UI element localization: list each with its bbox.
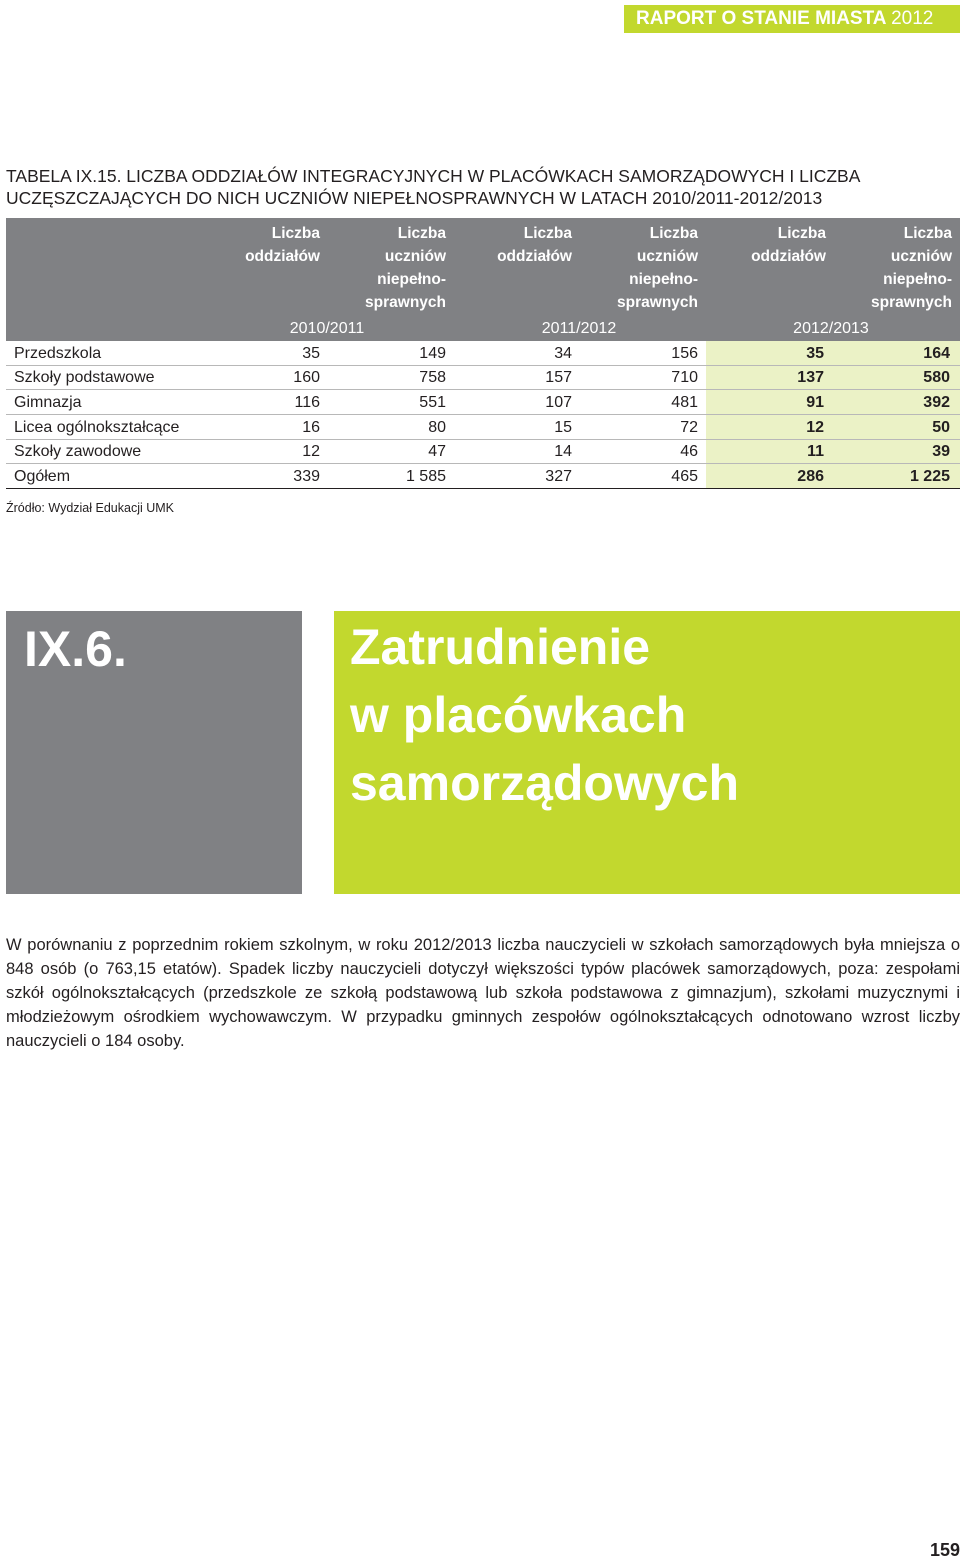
table-cell: 11 [807,443,824,460]
table-cell: 160 [293,369,320,386]
col-header-classes-2012: Liczba oddziałów [751,225,826,265]
table-cell: 710 [671,369,698,386]
table-cell: 14 [554,443,572,460]
table-cell: 164 [923,345,950,362]
table-cell: 80 [428,419,446,436]
table-source: Źródło: Wydział Edukacji UMK [6,501,174,515]
row-label: Szkoły zawodowe [14,443,142,460]
report-title: RAPORT O STANIE MIASTA [636,8,886,29]
table-cell: 12 [302,443,320,460]
year-label-2011: 2011/2012 [541,320,617,337]
table-cell: 149 [419,345,446,362]
table-cell: 1 585 [405,468,446,485]
report-year: 2012 [891,8,934,29]
table-header [6,218,960,341]
table-cell: 35 [302,345,320,362]
col-header-classes-2010: Liczba oddziałów [245,225,320,265]
row-label: Licea ogólnokształcące [14,419,180,436]
table-cell: 1 225 [909,468,950,485]
body-paragraph: W porównaniu z poprzednim rokiem szkolnym, w roku 2012/2013 liczba nauczycieli w szkołach samorządowych była mniejsza o 848 osób (o 763,15 etatów). Spadek liczby nauczycieli dotyczył większości typów placówek samorządowych, poza: zespołami szkół ogólnokształcących (przedszkole ze szkołą podstawową lub szkoła podstawowa z gimnazjum), szkołami muzycznymi i młodzieżowym ośrodkiem wychowawczym. W przypadku gminnych zespołów ogólnokształcących odnotowano wzrost liczby nauczycieli o 184 osoby. [6,936,960,1050]
table-cell: 46 [680,443,698,460]
table-row [6,366,960,390]
year-label-2010: 2010/2011 [289,320,365,337]
table-cell: 34 [554,345,572,362]
row-label: Ogółem [14,468,71,485]
table-cell: 465 [671,468,698,485]
row-label: Szkoły podstawowe [14,369,155,386]
table-cell: 137 [797,369,824,386]
table-cell: 157 [545,369,572,386]
section-title [334,611,960,894]
table-row [6,416,960,440]
table-cell: 12 [806,419,824,436]
table-row [6,440,960,464]
table-title: TABELA IX.15. LICZBA ODDZIAŁÓW INTEGRACYJNYCH W PLACÓWKACH SAMORZĄDOWYCH I LICZBA UCZĘSZCZAJĄCYCH DO NICH UCZNIÓW NIEPEŁNOSPRAWNYCH W LATACH 2010/2011-2012/2013 [6,166,860,208]
section-title-line: w placówkach [350,687,687,743]
section-title-line: samorządowych [350,755,740,811]
row-label: Przedszkola [14,345,102,362]
table-cell: 16 [302,419,320,436]
table-row [6,391,960,415]
table-cell: 47 [428,443,446,460]
table-cell: 580 [923,369,950,386]
col-header-students-2010: Liczba uczniów niepełno- sprawnych [365,225,446,311]
report-header [624,5,960,33]
table-cell: 39 [932,443,950,460]
table-cell: 156 [671,345,698,362]
table-cell: 15 [554,419,572,436]
row-label: Gimnazja [14,394,82,411]
table-cell: 116 [294,394,320,411]
table-cell: 72 [680,419,698,436]
col-header-students-2011: Liczba uczniów niepełno- sprawnych [617,225,698,311]
table-row [6,342,960,366]
col-header-students-2012: Liczba uczniów niepełno- sprawnych [871,225,952,311]
col-header-classes-2011: Liczba oddziałów [497,225,572,265]
table-row-total [6,465,960,489]
table-cell: 35 [806,345,824,362]
table-cell: 107 [545,394,572,411]
year-label-2012: 2012/2013 [793,320,869,337]
page-number: 159 [929,1540,960,1560]
table-cell: 286 [797,468,824,485]
table-cell: 91 [806,394,824,411]
table-cell: 327 [545,468,572,485]
table-cell: 50 [932,419,950,436]
section-title-line: Zatrudnienie [350,619,651,675]
section-number: IX.6. [6,611,302,894]
table-cell: 339 [293,468,320,485]
table-cell: 551 [419,394,446,411]
table-cell: 481 [671,394,698,411]
table-cell: 758 [419,369,446,386]
table-cell: 392 [923,394,950,411]
